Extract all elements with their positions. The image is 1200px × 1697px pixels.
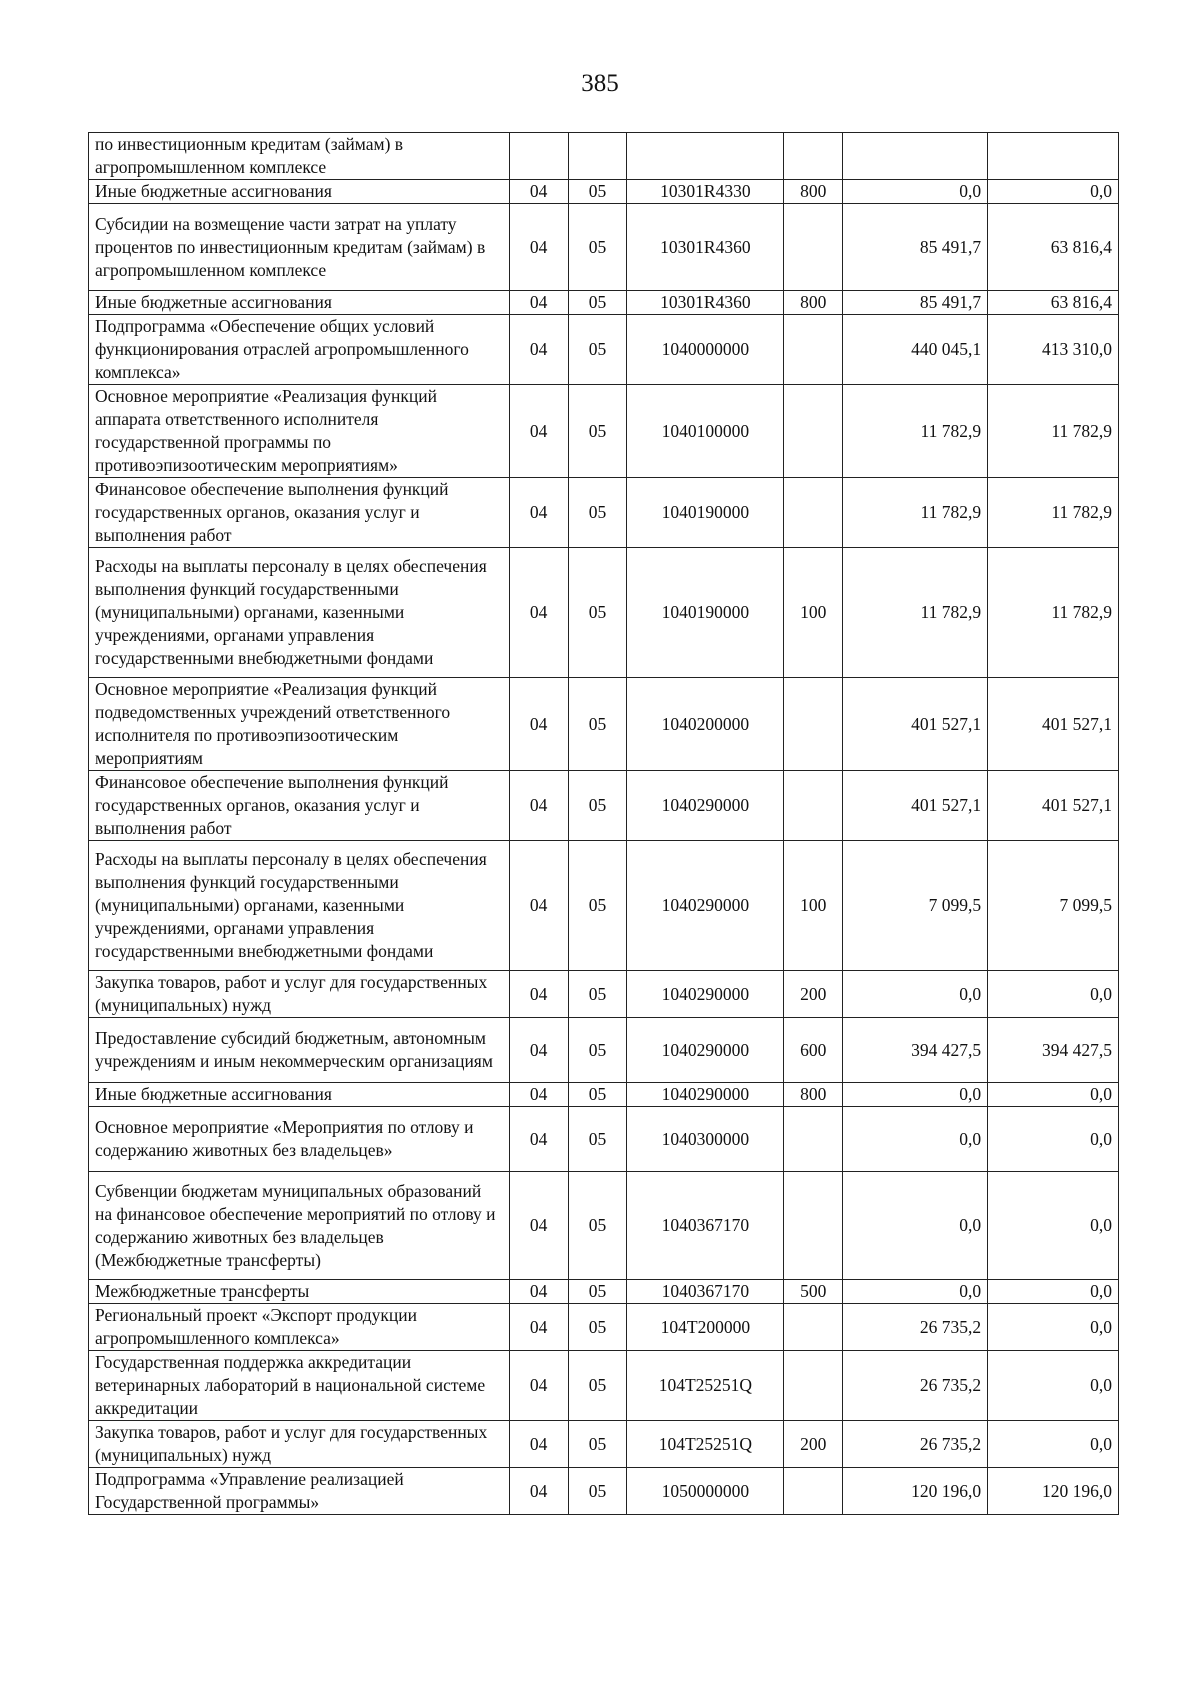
cell-target-code: 104T25251Q bbox=[627, 1421, 784, 1468]
cell-amount-year1: 120 196,0 bbox=[843, 1468, 988, 1515]
table-row bbox=[89, 1107, 1119, 1172]
cell-target-code: 10301R4360 bbox=[627, 291, 784, 315]
table-row bbox=[89, 1304, 1119, 1351]
cell-expense-type bbox=[784, 1468, 843, 1515]
table-row bbox=[89, 1172, 1119, 1280]
table-row bbox=[89, 1280, 1119, 1304]
cell-description: Иные бюджетные ассигнования bbox=[89, 1083, 510, 1107]
cell-description: Государственная поддержка аккредитации ветеринарных лабораторий в национальной системе аккредитации bbox=[89, 1351, 510, 1421]
cell-description: Предоставление субсидий бюджетным, автономным учреждениям и иным некоммерческим организациям bbox=[89, 1018, 510, 1083]
cell-amount-year1: 394 427,5 bbox=[843, 1018, 988, 1083]
cell-target-code: 104T200000 bbox=[627, 1304, 784, 1351]
cell-amount-year1: 26 735,2 bbox=[843, 1351, 988, 1421]
cell-amount-year2: 7 099,5 bbox=[988, 841, 1119, 971]
cell-amount-year1: 26 735,2 bbox=[843, 1304, 988, 1351]
cell-description: Закупка товаров, работ и услуг для государственных (муниципальных) нужд bbox=[89, 1421, 510, 1468]
cell-amount-year1: 401 527,1 bbox=[843, 678, 988, 771]
cell-section: 04 bbox=[509, 1280, 568, 1304]
cell-subsection: 05 bbox=[568, 315, 627, 385]
cell-amount-year2: 0,0 bbox=[988, 180, 1119, 204]
page-number: 385 bbox=[581, 70, 619, 97]
cell-description: Расходы на выплаты персоналу в целях обеспечения выполнения функций государственными (муниципальными) органами, казенными учреждениями, органами управления государственными внебюджетными фондами bbox=[89, 841, 510, 971]
cell-amount-year2: 394 427,5 bbox=[988, 1018, 1119, 1083]
cell-section: 04 bbox=[509, 1018, 568, 1083]
cell-section: 04 bbox=[509, 478, 568, 548]
budget-table-body bbox=[89, 133, 1119, 1515]
cell-expense-type: 800 bbox=[784, 1083, 843, 1107]
cell-expense-type bbox=[784, 315, 843, 385]
cell-subsection: 05 bbox=[568, 1083, 627, 1107]
cell-expense-type bbox=[784, 204, 843, 291]
table-row bbox=[89, 771, 1119, 841]
cell-description: Финансовое обеспечение выполнения функций государственных органов, оказания услуг и выполнения работ bbox=[89, 771, 510, 841]
cell-description: Иные бюджетные ассигнования bbox=[89, 291, 510, 315]
cell-subsection: 05 bbox=[568, 204, 627, 291]
cell-amount-year2: 401 527,1 bbox=[988, 771, 1119, 841]
table-row bbox=[89, 1083, 1119, 1107]
cell-subsection: 05 bbox=[568, 678, 627, 771]
cell-amount-year2: 0,0 bbox=[988, 1280, 1119, 1304]
table-row bbox=[89, 971, 1119, 1018]
cell-expense-type: 200 bbox=[784, 1421, 843, 1468]
cell-expense-type: 800 bbox=[784, 291, 843, 315]
cell-amount-year2: 11 782,9 bbox=[988, 548, 1119, 678]
cell-subsection: 05 bbox=[568, 385, 627, 478]
cell-expense-type: 100 bbox=[784, 841, 843, 971]
cell-section: 04 bbox=[509, 548, 568, 678]
cell-amount-year1: 0,0 bbox=[843, 1280, 988, 1304]
cell-amount-year2: 11 782,9 bbox=[988, 478, 1119, 548]
cell-amount-year2: 0,0 bbox=[988, 1172, 1119, 1280]
cell-subsection: 05 bbox=[568, 841, 627, 971]
cell-expense-type: 100 bbox=[784, 548, 843, 678]
cell-section: 04 bbox=[509, 180, 568, 204]
cell-subsection: 05 bbox=[568, 1018, 627, 1083]
cell-section: 04 bbox=[509, 771, 568, 841]
table-row bbox=[89, 204, 1119, 291]
cell-subsection: 05 bbox=[568, 1304, 627, 1351]
cell-section: 04 bbox=[509, 1351, 568, 1421]
cell-amount-year2: 401 527,1 bbox=[988, 678, 1119, 771]
cell-expense-type bbox=[784, 1172, 843, 1280]
cell-amount-year1: 11 782,9 bbox=[843, 548, 988, 678]
cell-subsection bbox=[568, 133, 627, 180]
cell-target-code: 1050000000 bbox=[627, 1468, 784, 1515]
cell-target-code: 1040290000 bbox=[627, 1018, 784, 1083]
table-row bbox=[89, 385, 1119, 478]
cell-amount-year2: 120 196,0 bbox=[988, 1468, 1119, 1515]
cell-amount-year2: 63 816,4 bbox=[988, 291, 1119, 315]
cell-expense-type: 800 bbox=[784, 180, 843, 204]
cell-amount-year2: 63 816,4 bbox=[988, 204, 1119, 291]
cell-amount-year2: 11 782,9 bbox=[988, 385, 1119, 478]
cell-subsection: 05 bbox=[568, 180, 627, 204]
cell-target-code: 1040367170 bbox=[627, 1172, 784, 1280]
cell-description: Основное мероприятие «Реализация функций подведомственных учреждений ответственного исполнителя по противоэпизоотическим мероприятиям bbox=[89, 678, 510, 771]
cell-description: Основное мероприятие «Реализация функций аппарата ответственного исполнителя государственной программы по противоэпизоотическим мероприятиям» bbox=[89, 385, 510, 478]
cell-section: 04 bbox=[509, 841, 568, 971]
cell-subsection: 05 bbox=[568, 1351, 627, 1421]
cell-section: 04 bbox=[509, 291, 568, 315]
cell-amount-year1: 0,0 bbox=[843, 1172, 988, 1280]
cell-section: 04 bbox=[509, 204, 568, 291]
cell-amount-year1: 11 782,9 bbox=[843, 385, 988, 478]
cell-target-code: 1040290000 bbox=[627, 841, 784, 971]
cell-amount-year2: 0,0 bbox=[988, 1107, 1119, 1172]
table-row bbox=[89, 291, 1119, 315]
cell-target-code: 1040290000 bbox=[627, 1083, 784, 1107]
cell-expense-type bbox=[784, 1304, 843, 1351]
cell-target-code: 10301R4360 bbox=[627, 204, 784, 291]
cell-section: 04 bbox=[509, 315, 568, 385]
cell-target-code: 10301R4330 bbox=[627, 180, 784, 204]
cell-subsection: 05 bbox=[568, 1172, 627, 1280]
table-row bbox=[89, 841, 1119, 971]
cell-amount-year1: 401 527,1 bbox=[843, 771, 988, 841]
table-row bbox=[89, 548, 1119, 678]
cell-amount-year1: 85 491,7 bbox=[843, 204, 988, 291]
cell-target-code: 1040190000 bbox=[627, 478, 784, 548]
cell-description: Подпрограмма «Обеспечение общих условий функционирования отраслей агропромышленного комплекса» bbox=[89, 315, 510, 385]
cell-expense-type: 600 bbox=[784, 1018, 843, 1083]
cell-subsection: 05 bbox=[568, 1468, 627, 1515]
cell-amount-year1: 0,0 bbox=[843, 971, 988, 1018]
cell-amount-year1: 7 099,5 bbox=[843, 841, 988, 971]
cell-target-code: 1040190000 bbox=[627, 548, 784, 678]
cell-expense-type: 500 bbox=[784, 1280, 843, 1304]
cell-section: 04 bbox=[509, 678, 568, 771]
cell-target-code: 104T25251Q bbox=[627, 1351, 784, 1421]
cell-subsection: 05 bbox=[568, 1421, 627, 1468]
cell-section: 04 bbox=[509, 971, 568, 1018]
cell-amount-year1 bbox=[843, 133, 988, 180]
cell-subsection: 05 bbox=[568, 1280, 627, 1304]
cell-expense-type bbox=[784, 478, 843, 548]
table-row bbox=[89, 1468, 1119, 1515]
cell-description: Иные бюджетные ассигнования bbox=[89, 180, 510, 204]
cell-subsection: 05 bbox=[568, 971, 627, 1018]
table-row bbox=[89, 1018, 1119, 1083]
cell-subsection: 05 bbox=[568, 548, 627, 678]
cell-section: 04 bbox=[509, 1468, 568, 1515]
cell-target-code: 1040367170 bbox=[627, 1280, 784, 1304]
cell-description: Подпрограмма «Управление реализацией Государственной программы» bbox=[89, 1468, 510, 1515]
cell-amount-year1: 440 045,1 bbox=[843, 315, 988, 385]
cell-description: Субвенции бюджетам муниципальных образований на финансовое обеспечение мероприятий по отлову и содержанию животных без владельцев (Межбюджетные трансферты) bbox=[89, 1172, 510, 1280]
cell-amount-year1: 11 782,9 bbox=[843, 478, 988, 548]
cell-amount-year1: 0,0 bbox=[843, 180, 988, 204]
cell-description: Региональный проект «Экспорт продукции агропромышленного комплекса» bbox=[89, 1304, 510, 1351]
table-row bbox=[89, 678, 1119, 771]
cell-amount-year1: 0,0 bbox=[843, 1107, 988, 1172]
cell-description: Расходы на выплаты персоналу в целях обеспечения выполнения функций государственными (муниципальными) органами, казенными учреждениями, органами управления государственными внебюджетными фондами bbox=[89, 548, 510, 678]
cell-subsection: 05 bbox=[568, 478, 627, 548]
cell-description: Закупка товаров, работ и услуг для государственных (муниципальных) нужд bbox=[89, 971, 510, 1018]
cell-section: 04 bbox=[509, 1083, 568, 1107]
cell-amount-year2: 413 310,0 bbox=[988, 315, 1119, 385]
cell-subsection: 05 bbox=[568, 291, 627, 315]
cell-description: Межбюджетные трансферты bbox=[89, 1280, 510, 1304]
cell-description: Основное мероприятие «Мероприятия по отлову и содержанию животных без владельцев» bbox=[89, 1107, 510, 1172]
table-row bbox=[89, 180, 1119, 204]
cell-amount-year1: 0,0 bbox=[843, 1083, 988, 1107]
cell-expense-type bbox=[784, 771, 843, 841]
cell-amount-year2: 0,0 bbox=[988, 1304, 1119, 1351]
cell-description: Финансовое обеспечение выполнения функций государственных органов, оказания услуг и выполнения работ bbox=[89, 478, 510, 548]
table-row bbox=[89, 1351, 1119, 1421]
budget-table bbox=[88, 132, 1119, 1515]
table-row bbox=[89, 1421, 1119, 1468]
cell-amount-year2: 0,0 bbox=[988, 971, 1119, 1018]
cell-target-code: 1040000000 bbox=[627, 315, 784, 385]
cell-amount-year2: 0,0 bbox=[988, 1351, 1119, 1421]
cell-amount-year1: 26 735,2 bbox=[843, 1421, 988, 1468]
cell-section: 04 bbox=[509, 1304, 568, 1351]
table-row bbox=[89, 133, 1119, 180]
cell-section: 04 bbox=[509, 1107, 568, 1172]
cell-description: по инвестиционным кредитам (займам) в агропромышленном комплексе bbox=[89, 133, 510, 180]
cell-section: 04 bbox=[509, 1172, 568, 1280]
cell-expense-type bbox=[784, 678, 843, 771]
cell-target-code: 1040300000 bbox=[627, 1107, 784, 1172]
cell-expense-type: 200 bbox=[784, 971, 843, 1018]
cell-target-code: 1040200000 bbox=[627, 678, 784, 771]
cell-description: Субсидии на возмещение части затрат на уплату процентов по инвестиционным кредитам (займам) в агропромышленном комплексе bbox=[89, 204, 510, 291]
cell-amount-year2: 0,0 bbox=[988, 1421, 1119, 1468]
cell-amount-year1: 85 491,7 bbox=[843, 291, 988, 315]
cell-section: 04 bbox=[509, 1421, 568, 1468]
cell-target-code: 1040290000 bbox=[627, 771, 784, 841]
cell-target-code: 1040100000 bbox=[627, 385, 784, 478]
table-row bbox=[89, 315, 1119, 385]
cell-subsection: 05 bbox=[568, 771, 627, 841]
cell-target-code: 1040290000 bbox=[627, 971, 784, 1018]
cell-expense-type bbox=[784, 1107, 843, 1172]
cell-target-code bbox=[627, 133, 784, 180]
cell-amount-year2 bbox=[988, 133, 1119, 180]
cell-expense-type bbox=[784, 133, 843, 180]
cell-expense-type bbox=[784, 385, 843, 478]
cell-subsection: 05 bbox=[568, 1107, 627, 1172]
cell-section: 04 bbox=[509, 385, 568, 478]
table-row bbox=[89, 478, 1119, 548]
cell-amount-year2: 0,0 bbox=[988, 1083, 1119, 1107]
cell-section bbox=[509, 133, 568, 180]
cell-expense-type bbox=[784, 1351, 843, 1421]
